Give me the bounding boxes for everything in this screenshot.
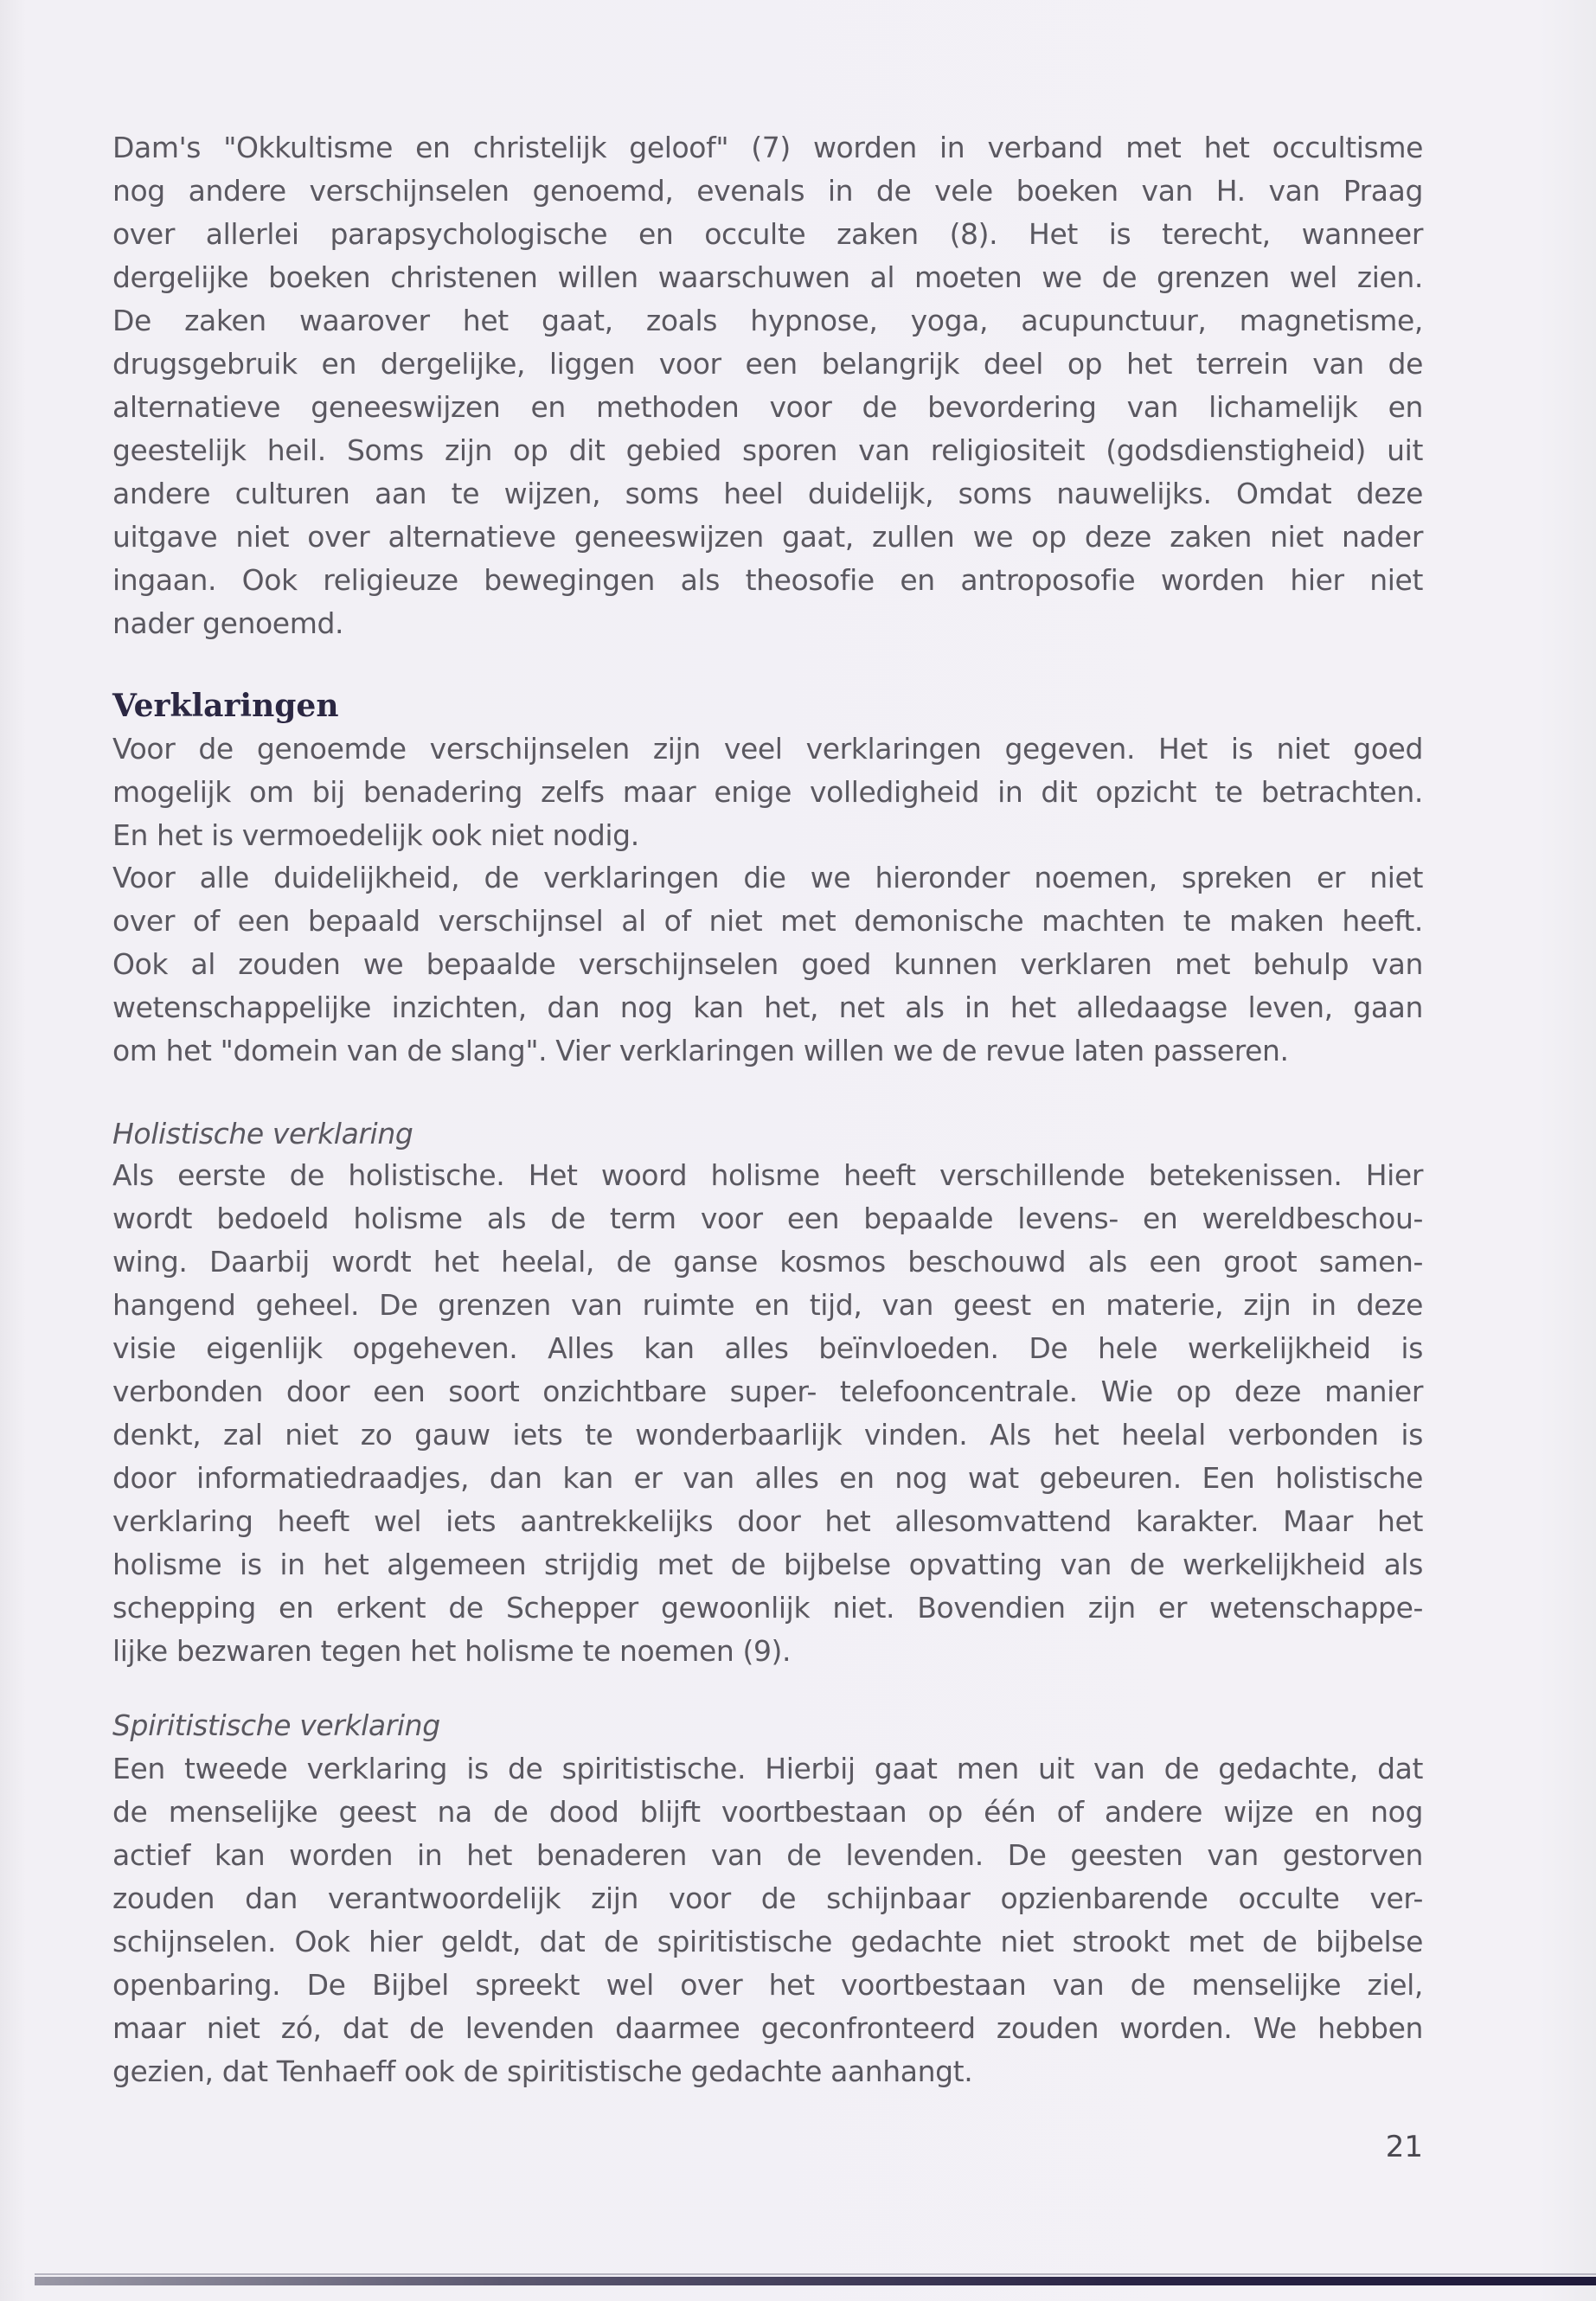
- text-line: wing. Daarbij wordt het heelal, de ganse kosmos beschouwd als een groot samen-: [112, 1245, 1423, 1279]
- text-line: andere culturen aan te wijzen, soms heel duidelijk, soms nauwelijks. Omdat deze: [112, 477, 1423, 510]
- text-line: holisme is in het algemeen strijdig met de bijbelse opvatting van de werkelijkheid als: [112, 1548, 1423, 1581]
- text-line: Dam's "Okkultisme en christelijk geloof" (7) worden in verband met het occultisme: [112, 131, 1423, 164]
- text-line: drugsgebruik en dergelijke, liggen voor een belangrijk deel op het terrein van de: [112, 347, 1423, 381]
- text-line: De zaken waarover het gaat, zoals hypnose, yoga, acupunctuur, magnetisme,: [112, 304, 1423, 337]
- text-line: wordt bedoeld holisme als de term voor een bepaalde levens- en wereldbeschou-: [112, 1202, 1423, 1235]
- text-line: verbonden door een soort onzichtbare super- telefooncentrale. Wie op deze manier: [112, 1375, 1423, 1408]
- text-line: Ook al zouden we bepaalde verschijnselen goed kunnen verklaren met behulp van: [112, 947, 1423, 981]
- text-line: wetenschappelijke inzichten, dan nog kan het, net als in het alledaagse leven, gaan: [112, 990, 1423, 1024]
- paragraph-holistic: [112, 1154, 1423, 1673]
- text-line: visie eigenlijk opgeheven. Alles kan alles beïnvloeden. De hele werkelijkheid is: [112, 1331, 1423, 1365]
- subheading-spiritistic: Spiritistische verklaring: [112, 1708, 440, 1742]
- text-line: Een tweede verklaring is de spiritistische. Hierbij gaat men uit van de gedachte, dat: [112, 1752, 1423, 1785]
- text-line: nog andere verschijnselen genoemd, evenals in de vele boeken van H. van Praag: [112, 174, 1423, 208]
- page-number: 21: [1385, 2130, 1423, 2164]
- text-line: mogelijk om bij benadering zelfs maar enige volledigheid in dit opzicht te betrachten.: [112, 775, 1423, 809]
- text-line: geestelijk heil. Soms zijn op dit gebied sporen van religiositeit (godsdienstigheid) uit: [112, 433, 1423, 467]
- text-line: lijke bezwaren tegen het holisme te noemen (9).: [112, 1634, 792, 1668]
- text-line: alternatieve geneeswijzen en methoden voor de bevordering van lichamelijk en: [112, 390, 1423, 424]
- page-edge-line: [35, 2273, 1596, 2275]
- text-line: denkt, zal niet zo gauw iets te wonderbaarlijk vinden. Als het heelal verbonden is: [112, 1418, 1423, 1452]
- text-line: verklaring heeft wel iets aantrekkelijks door het allesomvattend karakter. Maar het: [112, 1504, 1423, 1538]
- paragraph-verklaringen-a: [112, 727, 1423, 857]
- text-line: door informatiedraadjes, dan kan er van alles en nog wat gebeuren. Een holistische: [112, 1461, 1423, 1495]
- text-line: uitgave niet over alternatieve geneeswijzen gaat, zullen we op deze zaken niet nader: [112, 520, 1423, 554]
- paragraph-intro: [112, 126, 1423, 645]
- text-line: Voor alle duidelijkheid, de verklaringen die we hieronder noemen, spreken er niet: [112, 861, 1423, 894]
- text-line: actief kan worden in het benaderen van de levenden. De geesten van gestorven: [112, 1838, 1423, 1872]
- text-line: over of een bepaald verschijnsel al of niet met demonische machten te maken heeft.: [112, 904, 1423, 938]
- text-line: om het "domein van de slang". Vier verklaringen willen we de revue laten passeren.: [112, 1034, 1289, 1067]
- text-line: schijnselen. Ook hier geldt, dat de spiritistische gedachte niet strookt met de bijbelse: [112, 1925, 1423, 1958]
- text-line: Voor de genoemde verschijnselen zijn veel verklaringen gegeven. Het is niet goed: [112, 732, 1423, 766]
- paragraph-verklaringen-b: [112, 856, 1423, 1073]
- scan-bottom-edge: [35, 2277, 1596, 2285]
- paragraph-spiritistic: [112, 1747, 1423, 2093]
- text-line: openbaring. De Bijbel spreekt wel over het voortbestaan van de menselijke ziel,: [112, 1968, 1423, 2002]
- text-line: ingaan. Ook religieuze bewegingen als theosofie en antroposofie worden hier niet: [112, 563, 1423, 597]
- text-line: de menselijke geest na de dood blijft voortbestaan op één of andere wijze en nog: [112, 1795, 1423, 1829]
- subheading-holistic: Holistische verklaring: [112, 1117, 413, 1150]
- text-line: over allerlei parapsychologische en occulte zaken (8). Het is terecht, wanneer: [112, 217, 1423, 251]
- text-line: dergelijke boeken christenen willen waarschuwen al moeten we de grenzen wel zien.: [112, 260, 1423, 294]
- text-line: maar niet zó, dat de levenden daarmee geconfronteerd zouden worden. We hebben: [112, 2011, 1423, 2045]
- text-line: gezien, dat Tenhaeff ook de spiritistische gedachte aanhangt.: [112, 2054, 973, 2088]
- text-line: Als eerste de holistische. Het woord holisme heeft verschillende betekenissen. Hier: [112, 1158, 1423, 1192]
- text-line: zouden dan verantwoordelijk zijn voor de schijnbaar opzienbarende occulte ver-: [112, 1881, 1423, 1915]
- text-line: hangend geheel. De grenzen van ruimte en tijd, van geest en materie, zijn in deze: [112, 1288, 1423, 1322]
- text-line: nader genoemd.: [112, 606, 344, 640]
- section-heading: Verklaringen: [112, 688, 339, 724]
- text-line: En het is vermoedelijk ook niet nodig.: [112, 818, 639, 852]
- text-line: schepping en erkent de Schepper gewoonlijk niet. Bovendien zijn er wetenschappe-: [112, 1591, 1423, 1625]
